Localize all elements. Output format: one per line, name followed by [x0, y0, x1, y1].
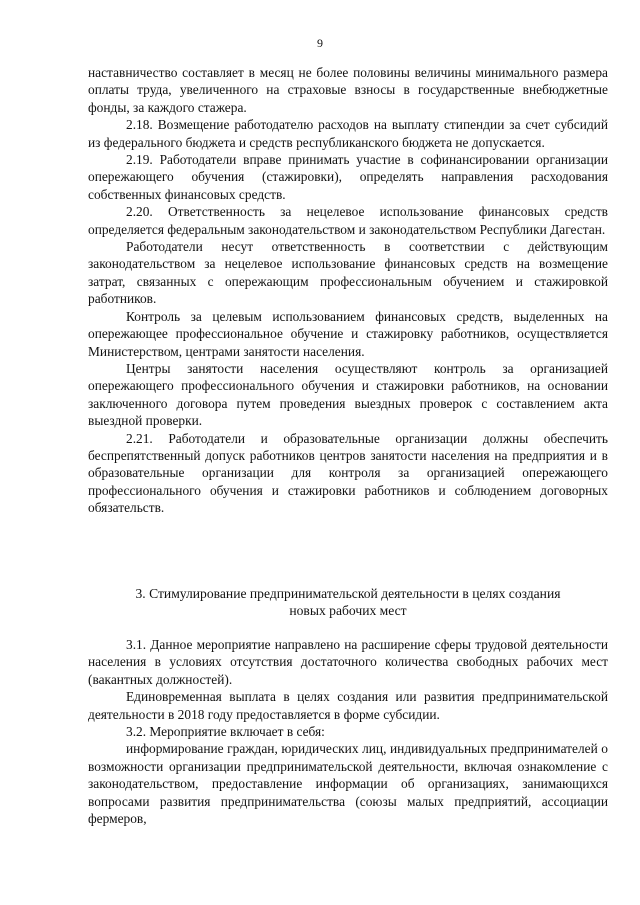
section-3-heading-line-1: 3. Стимулирование предпринимательской деятельности в целях создания — [135, 586, 561, 601]
section-3-heading — [88, 585, 608, 620]
paragraph-3-2: 3.2. Мероприятие включает в себя: — [126, 724, 325, 740]
paragraph-one-time-payment: Единовременная выплата в целях создания или развития предпринимательской деятельности в 2018 году предоставляется в форме субсидии. — [88, 689, 608, 722]
section-3-heading-line-2: новых рабочих мест — [289, 603, 407, 619]
section-2-text — [88, 64, 608, 517]
section-3-text — [88, 636, 608, 827]
paragraph-continuation: наставничество составляет в месяц не более половины величины минимального размера оплаты труда, увеличенного на страховые взносы в государственные внебюджетные фонды, за каждого стажера. — [88, 65, 608, 115]
paragraph-2-20: 2.20. Ответственность за нецелевое использование финансовых средств определяется федеральным законодательством и законодательством Республики Дагестан. — [88, 204, 608, 237]
paragraph-2-18: 2.18. Возмещение работодателю расходов на выплату стипендии за счет субсидий из федерального бюджета и средств республиканского бюджета не допускается. — [88, 117, 608, 150]
paragraph-employment-centers: Центры занятости населения осуществляют контроль за организацией опережающего профессионального обучения и стажировки работников, на основании заключенного договора путем проведения выездных проверок с составлением акта выездной проверки. — [88, 360, 608, 429]
page-number: 9 — [317, 36, 323, 50]
paragraph-employer-liability: Работодатели несут ответственность в соответствии с действующим законодательством за нецелевое использование финансовых средств на возмещение затрат, связанных с опережающим профессиональным обучением и стажировкой работников. — [88, 239, 608, 307]
paragraph-2-19: 2.19. Работодатели вправе принимать участие в софинансировании организации опережающего обучения (стажировки), определять направления расходования собственных финансовых средств. — [88, 152, 608, 202]
paragraph-3-1: 3.1. Данное мероприятие направлено на расширение сферы трудовой деятельности населения в условиях отсутствия достаточного количества свободных рабочих мест (вакантных должностей). — [88, 637, 608, 687]
paragraph-2-21: 2.21. Работодатели и образовательные организации должны обеспечить беспрепятственный допуск работников центров занятости населения на предприятия и в образовательные организации для контроля за организацией опережающего профессионального обучения и стажировки работников и соблюдением договорных обязательств. — [88, 430, 608, 516]
paragraph-informing: информирование граждан, юридических лиц, индивидуальных предпринимателей о возможности организации предпринимательской деятельности, включая ознакомление с законодательством, предоставление информации об организациях, занимающихся вопросами развития предпринимательства (союзы малых предприятий, ассоциации фермеров, — [88, 741, 608, 827]
paragraph-control: Контроль за целевым использованием финансовых средств, выделенных на опережающее профессиональное обучение и стажировку работников, осуществляется Министерством, центрами занятости населения. — [88, 308, 608, 359]
